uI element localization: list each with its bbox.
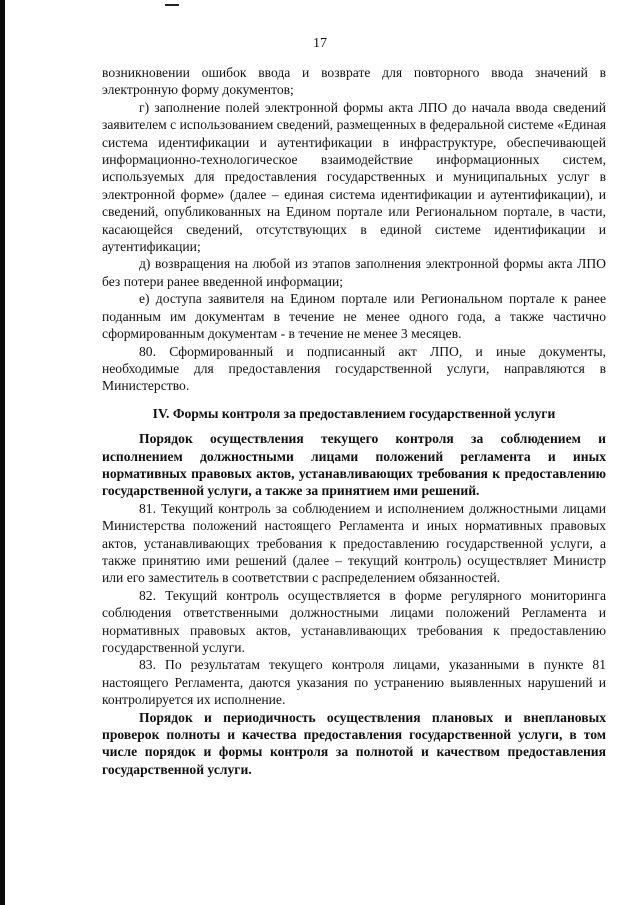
paragraph-item-d: д) возвращения на любой из этапов заполнения электронной формы акта ЛПО без потери ранее введенной информации;	[102, 256, 606, 289]
paragraph-continuation: возникновении ошибок ввода и возврате для повторного ввода значений в электронную форму документов;	[102, 65, 606, 98]
page-number: 17	[313, 36, 327, 51]
subheading-current-control: Порядок осуществления текущего контроля за соблюдением и исполнением должностными лицами положений регламента и иных нормативных правовых актов, устанавливающих требования к предоставлению государственной услуги, а также за принятием ими решений.	[102, 431, 606, 499]
scan-left-edge	[0, 0, 5, 905]
paragraph-item-g: г) заполнение полей электронной формы акта ЛПО до начала ввода сведений заявителем с использованием сведений, размещенных в федеральной системе «Единая система идентификации и аутентификации в инфраструктуре, обеспечивающей информационно-технологическое взаимодействие информационных систем, используемых для предоставления государственных и муниципальных услуг в электронной форме» (далее – единая система идентификации и аутентификации), и сведений, опубликованных на Едином портале или Региональном портале, в части, касающейся сведений, отсутствующих в единой системе идентификации и аутентификации;	[102, 99, 606, 255]
section-heading: IV. Формы контроля за предоставлением государственной услуги	[152, 405, 556, 421]
document-body	[102, 64, 606, 778]
paragraph-82: 82. Текущий контроль осуществляется в форме регулярного мониторинга соблюдения ответственными должностными лицами положений Регламента и нормативных правовых актов, устанавливающих требования к предоставлению государственной услуги.	[102, 587, 606, 655]
paragraph-80: 80. Сформированный и подписанный акт ЛПО, и иные документы, необходимые для предоставления государственной услуги, направляются в Министерство.	[102, 343, 606, 394]
paragraph-83: 83. По результатам текущего контроля лицами, указанными в пункте 81 настоящего Регламента, даются указания по устранению выявленных нарушений и контролируется их исполнение.	[102, 657, 606, 708]
subheading-inspections: Порядок и периодичность осуществления плановых и внеплановых проверок полноты и качества предоставления государственной услуги, в том числе порядок и формы контроля за полнотой и качеством предоставления государственной услуги.	[102, 709, 606, 777]
paragraph-item-e: е) доступа заявителя на Едином портале или Региональном портале к ранее поданным им документам в течение не менее одного года, а также частично сформированным документам - в течение не менее 3 месяцев.	[102, 291, 606, 342]
scan-mark	[165, 4, 179, 6]
paragraph-81: 81. Текущий контроль за соблюдением и исполнением должностными лицами Министерства положений настоящего Регламента и иных нормативных правовых актов, устанавливающих требования к предоставлению государственной услуги, а также принятию ими решений (далее – текущий контроль) осуществляет Министр или его заместитель в соответствии с распределением обязанностей.	[102, 500, 606, 586]
